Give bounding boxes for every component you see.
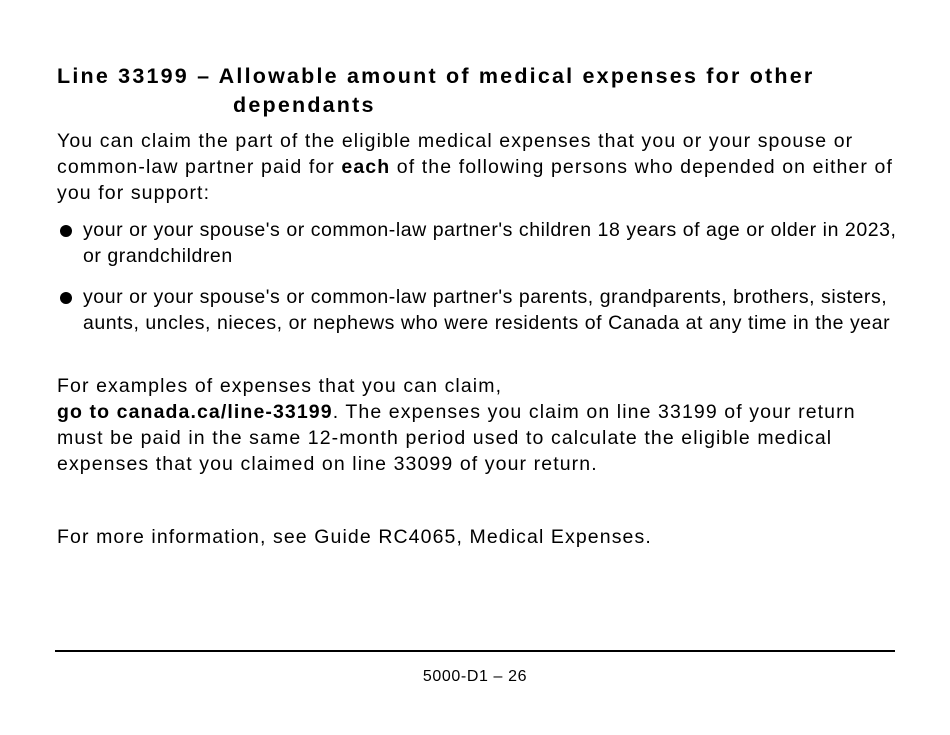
intro-text-end: of the following persons who depended on either of you for support: (57, 156, 894, 204)
line-33199-link[interactable]: go to canada.ca/line-33199 (57, 401, 333, 423)
heading-line-2: dependants (233, 93, 376, 117)
list-item-text: your or your spouse's or common-law partner's parents, grandparents, brothers, sisters, aunts, uncles, nieces, or nephews who were residents of Canada at any time in the year (83, 286, 891, 334)
page-number: 5000-D1 – 26 (422, 668, 528, 685)
bullet-icon (60, 292, 72, 304)
heading-line-1: Line 33199 – Allowable amount of medical expenses for other (57, 64, 815, 88)
intro-text-start: You can claim the part of the eligible medical expenses that you or your spouse or common-law partner paid for (57, 130, 854, 178)
section-heading (57, 62, 907, 120)
intro-emphasis: each (341, 156, 391, 178)
bullet-icon (60, 225, 72, 237)
intro-paragraph (57, 128, 897, 206)
examples-paragraph (57, 373, 897, 477)
examples-text-end: . The expenses you claim on line 33199 of your return must be paid in the same 12-month period used to calculate the eligible medical expenses that you claimed on line 33099 of your return. (57, 401, 856, 475)
footer-divider (55, 650, 895, 652)
examples-text-start: For examples of expenses that you can claim, (57, 375, 503, 397)
list-item (57, 217, 897, 269)
list-item-text: your or your spouse's or common-law partner's children 18 years of age or older in 2023, or grandchildren (83, 219, 897, 267)
more-info-paragraph: For more information, see Guide RC4065, Medical Expenses. (57, 526, 652, 548)
list-item (57, 284, 897, 336)
